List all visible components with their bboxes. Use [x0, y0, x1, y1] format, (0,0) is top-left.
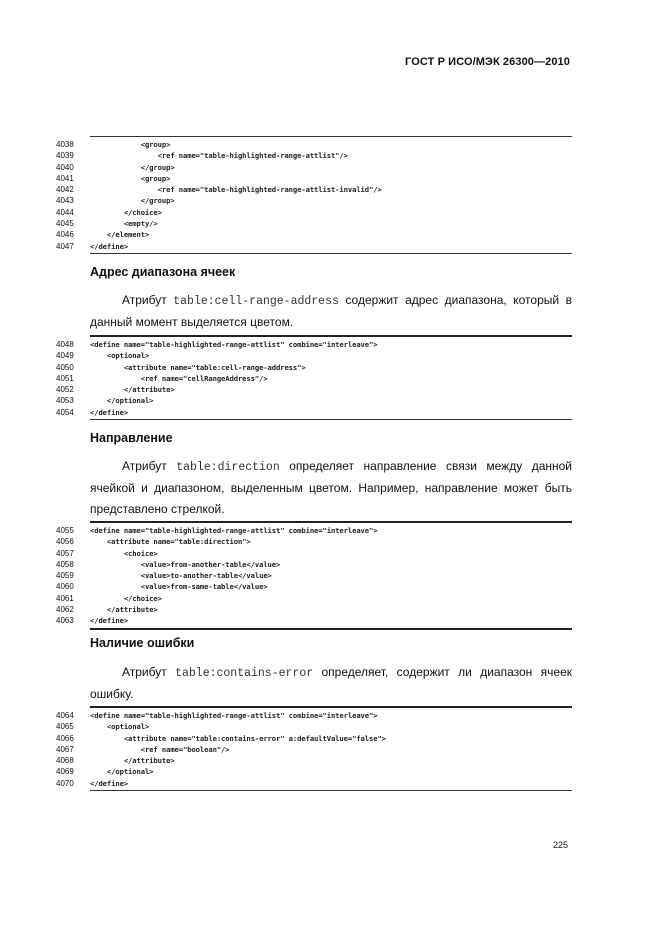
section-heading-range-address: Адрес диапазона ячеек — [90, 265, 236, 279]
para-text-before: Атрибут — [122, 293, 167, 307]
code-text: </define> — [90, 616, 129, 626]
code-line — [56, 373, 572, 384]
line-number: 4044 — [56, 207, 74, 217]
section-heading-direction: Направление — [90, 431, 173, 445]
code-text: </define> — [90, 241, 129, 251]
code-text: </attribute> — [90, 605, 158, 615]
code-block-bottom-rule — [90, 790, 572, 791]
document-header: ГОСТ Р ИСО/МЭК 26300—2010 — [405, 56, 570, 68]
code-text: <optional> — [90, 351, 150, 361]
attribute-name: table:cell-range-address — [173, 295, 339, 308]
code-line — [56, 395, 572, 406]
code-text: </attribute> — [90, 385, 175, 395]
line-number: 4062 — [56, 605, 74, 615]
code-text: <value>from-same-table</value> — [90, 582, 268, 592]
code-block-4 — [56, 706, 572, 791]
code-text: </attribute> — [90, 756, 175, 766]
line-number: 4059 — [56, 571, 74, 581]
line-number: 4060 — [56, 582, 74, 592]
code-text: <ref name="table-highlighted-range-attlist-invalid"/> — [90, 185, 382, 195]
line-number: 4051 — [56, 373, 74, 383]
line-number: 4069 — [56, 767, 74, 777]
line-number: 4047 — [56, 241, 74, 251]
line-number: 4050 — [56, 362, 74, 372]
code-line — [56, 593, 572, 604]
code-line — [56, 548, 572, 559]
line-number: 4048 — [56, 340, 74, 349]
line-number: 4053 — [56, 396, 74, 406]
code-line — [56, 173, 572, 184]
line-number: 4054 — [56, 407, 74, 417]
line-number: 4056 — [56, 537, 74, 547]
code-line — [56, 766, 572, 777]
code-block-top-rule — [90, 521, 572, 523]
code-line — [56, 581, 572, 592]
code-line — [56, 733, 572, 744]
code-text: </optional> — [90, 767, 154, 777]
code-line — [56, 150, 572, 161]
code-text: </group> — [90, 196, 175, 206]
code-line — [56, 615, 572, 626]
code-block-top-rule — [90, 136, 572, 137]
code-text: <optional> — [90, 722, 150, 732]
line-number: 4042 — [56, 185, 74, 195]
code-line — [56, 139, 572, 150]
code-block-2 — [56, 335, 572, 420]
code-text: <ref name="table-highlighted-range-attlist"/> — [90, 151, 348, 161]
code-text: </choice> — [90, 207, 162, 217]
code-text: <define name="table-highlighted-range-attlist" combine="interleave"> — [90, 711, 378, 720]
code-text: <group> — [90, 140, 171, 149]
code-line — [56, 778, 572, 789]
code-text: </define> — [90, 407, 129, 417]
paragraph-contains-error — [90, 662, 572, 705]
code-text: <attribute name="table:contains-error" a:defaultValue="false"> — [90, 733, 386, 743]
line-number: 4041 — [56, 173, 74, 183]
paragraph-range-address — [90, 290, 572, 333]
code-line — [56, 350, 572, 361]
code-line — [56, 721, 572, 732]
line-number: 4061 — [56, 593, 74, 603]
code-block-1 — [56, 136, 572, 254]
code-line — [56, 229, 572, 240]
code-line — [56, 604, 572, 615]
code-line — [56, 755, 572, 766]
code-block-top-rule — [90, 706, 572, 708]
code-line — [56, 536, 572, 547]
code-block-top-rule — [90, 335, 572, 337]
para-text-before: Атрибут — [122, 665, 167, 679]
code-line — [56, 218, 572, 229]
line-number: 4064 — [56, 711, 74, 720]
code-text: <define name="table-highlighted-range-attlist" combine="interleave"> — [90, 526, 378, 535]
code-line — [56, 195, 572, 206]
attribute-name: table:direction — [176, 461, 280, 474]
code-line — [56, 207, 572, 218]
code-text: <attribute name="table:cell-range-address"> — [90, 362, 306, 372]
page-number: 225 — [552, 840, 568, 850]
code-text: <define name="table-highlighted-range-attlist" combine="interleave"> — [90, 340, 378, 349]
code-block-3 — [56, 521, 572, 630]
code-line — [56, 710, 572, 721]
line-number: 4052 — [56, 385, 74, 395]
line-number: 4049 — [56, 351, 74, 361]
code-text: <choice> — [90, 548, 158, 558]
code-line — [56, 407, 572, 418]
code-line — [56, 525, 572, 536]
code-line — [56, 241, 572, 252]
code-text: </choice> — [90, 593, 162, 603]
para-text-before: Атрибут — [122, 459, 167, 473]
code-text: </define> — [90, 778, 129, 788]
code-text: </element> — [90, 230, 150, 240]
para-text-after: определяет направление связи между данной ячейкой и диапазоном, выделенным цветом. Например, направление может быть представлено стрелкой. — [90, 459, 572, 516]
code-line — [56, 384, 572, 395]
code-block-bottom-rule — [90, 628, 572, 630]
attribute-name: table:contains-error — [175, 667, 314, 680]
code-line — [56, 362, 572, 373]
para-text-after: содержит адрес диапазона, который в данный момент выделяется цветом. — [90, 293, 572, 329]
line-number: 4039 — [56, 151, 74, 161]
code-text: <value>to-another-table</value> — [90, 571, 272, 581]
line-number: 4065 — [56, 722, 74, 732]
line-number: 4046 — [56, 230, 74, 240]
line-number: 4043 — [56, 196, 74, 206]
para-text-after: определяет, содержит ли диапазон ячеек ошибку. — [90, 665, 573, 701]
line-number: 4055 — [56, 526, 74, 535]
code-line — [56, 559, 572, 570]
line-number: 4045 — [56, 219, 74, 229]
line-number: 4038 — [56, 140, 74, 149]
code-text: <group> — [90, 173, 171, 183]
code-line — [56, 339, 572, 350]
code-text: <empty/> — [90, 219, 158, 229]
code-lines — [56, 710, 572, 789]
code-line — [56, 570, 572, 581]
line-number: 4068 — [56, 756, 74, 766]
code-text: <value>from-another-table</value> — [90, 559, 281, 569]
line-number: 4066 — [56, 733, 74, 743]
code-text: <ref name="cellRangeAddress"/> — [90, 373, 268, 383]
line-number: 4057 — [56, 548, 74, 558]
code-line — [56, 162, 572, 173]
code-lines — [56, 339, 572, 418]
code-line — [56, 184, 572, 195]
line-number: 4067 — [56, 744, 74, 754]
paragraph-direction — [90, 456, 572, 520]
code-text: </group> — [90, 162, 175, 172]
line-number: 4058 — [56, 559, 74, 569]
line-number: 4063 — [56, 616, 74, 626]
line-number: 4040 — [56, 162, 74, 172]
code-lines — [56, 139, 572, 252]
code-text: <ref name="boolean"/> — [90, 744, 230, 754]
code-block-bottom-rule — [90, 253, 572, 254]
code-text: </optional> — [90, 396, 154, 406]
code-text: <attribute name="table:direction"> — [90, 537, 251, 547]
code-block-bottom-rule — [90, 419, 572, 420]
line-number: 4070 — [56, 778, 74, 788]
section-heading-contains-error: Наличие ошибки — [90, 636, 195, 650]
code-line — [56, 744, 572, 755]
code-lines — [56, 525, 572, 627]
